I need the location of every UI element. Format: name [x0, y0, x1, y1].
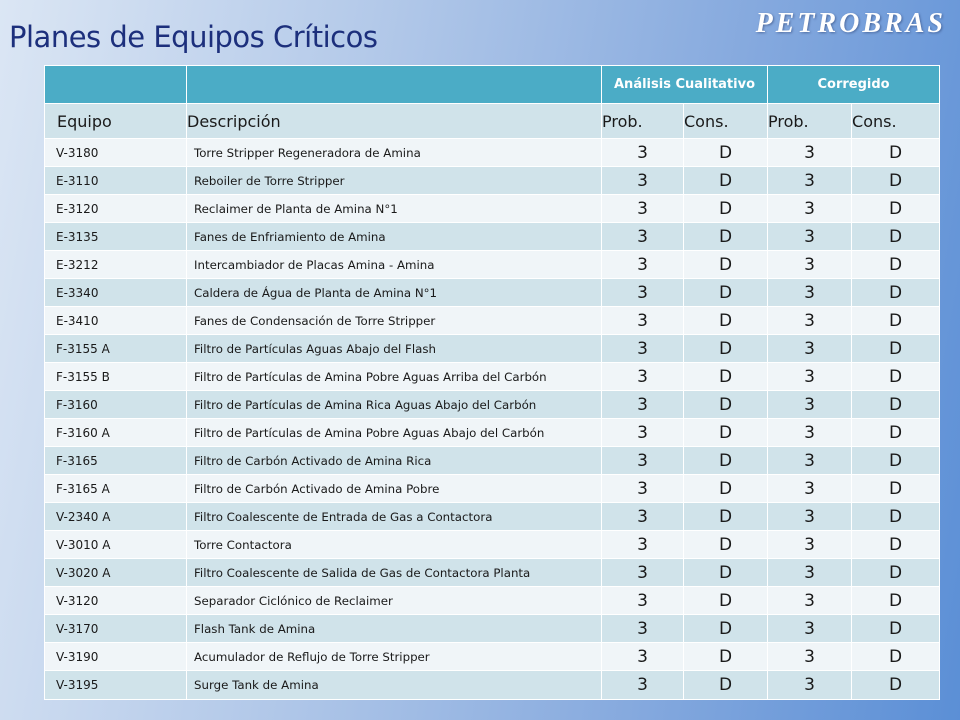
equipo-cell: V-2340 A: [45, 503, 187, 531]
prob-corregido-cell: 3: [768, 475, 852, 503]
equipo-cell: V-3120: [45, 587, 187, 615]
table-row: [45, 391, 940, 419]
cons-cell: D: [684, 223, 768, 251]
cons-cell: D: [684, 559, 768, 587]
descripcion-cell: Filtro de Partículas Aguas Abajo del Flash: [187, 335, 602, 363]
descripcion-cell: Filtro Coalescente de Entrada de Gas a Contactora: [187, 503, 602, 531]
prob-cell: 3: [602, 167, 684, 195]
table-row: [45, 475, 940, 503]
table-row: [45, 559, 940, 587]
group-header-blank-1: [45, 66, 187, 104]
cons-cell: D: [684, 503, 768, 531]
cons-corregido-cell: D: [852, 195, 940, 223]
prob-corregido-cell: 3: [768, 195, 852, 223]
table-row: [45, 279, 940, 307]
cons-corregido-cell: D: [852, 167, 940, 195]
prob-corregido-cell: 3: [768, 671, 852, 700]
table-row: [45, 195, 940, 223]
equipo-cell: F-3165: [45, 447, 187, 475]
cons-corregido-cell: D: [852, 307, 940, 335]
descripcion-cell: Acumulador de Reflujo de Torre Stripper: [187, 643, 602, 671]
cons-cell: D: [684, 391, 768, 419]
prob-cell: 3: [602, 671, 684, 700]
equipo-cell: F-3160: [45, 391, 187, 419]
table-row: [45, 671, 940, 700]
prob-corregido-cell: 3: [768, 391, 852, 419]
equipo-cell: V-3195: [45, 671, 187, 700]
equipo-cell: F-3155 A: [45, 335, 187, 363]
prob-cell: 3: [602, 643, 684, 671]
group-header-analisis-cualitativo: Análisis Cualitativo: [602, 66, 768, 104]
table-row: [45, 447, 940, 475]
table-row: [45, 643, 940, 671]
prob-corregido-cell: 3: [768, 559, 852, 587]
equipo-cell: E-3410: [45, 307, 187, 335]
prob-cell: 3: [602, 195, 684, 223]
prob-cell: 3: [602, 391, 684, 419]
cons-corregido-cell: D: [852, 643, 940, 671]
cons-corregido-cell: D: [852, 335, 940, 363]
cons-corregido-cell: D: [852, 447, 940, 475]
cons-cell: D: [684, 419, 768, 447]
table-body: [45, 139, 940, 700]
table-row: [45, 223, 940, 251]
cons-cell: D: [684, 167, 768, 195]
descripcion-cell: Separador Ciclónico de Reclaimer: [187, 587, 602, 615]
descripcion-cell: Reclaimer de Planta de Amina N°1: [187, 195, 602, 223]
descripcion-cell: Filtro de Carbón Activado de Amina Pobre: [187, 475, 602, 503]
prob-corregido-cell: 3: [768, 503, 852, 531]
prob-cell: 3: [602, 335, 684, 363]
column-header-cons-corregido: Cons.: [852, 104, 940, 139]
descripcion-cell: Filtro Coalescente de Salida de Gas de Contactora Planta: [187, 559, 602, 587]
table-row: [45, 503, 940, 531]
descripcion-cell: Torre Contactora: [187, 531, 602, 559]
prob-corregido-cell: 3: [768, 307, 852, 335]
column-header-row: [45, 104, 940, 139]
page-title: Planes de Equipos Críticos: [9, 20, 378, 54]
equipo-cell: V-3190: [45, 643, 187, 671]
cons-corregido-cell: D: [852, 419, 940, 447]
table-row: [45, 363, 940, 391]
cons-corregido-cell: D: [852, 139, 940, 167]
descripcion-cell: Surge Tank de Amina: [187, 671, 602, 700]
cons-cell: D: [684, 615, 768, 643]
cons-corregido-cell: D: [852, 587, 940, 615]
column-header-descripcion: Descripción: [187, 104, 602, 139]
column-header-prob: Prob.: [602, 104, 684, 139]
equipo-cell: V-3010 A: [45, 531, 187, 559]
descripcion-cell: Flash Tank de Amina: [187, 615, 602, 643]
descripcion-cell: Filtro de Carbón Activado de Amina Rica: [187, 447, 602, 475]
prob-cell: 3: [602, 251, 684, 279]
prob-cell: 3: [602, 559, 684, 587]
cons-cell: D: [684, 363, 768, 391]
cons-corregido-cell: D: [852, 251, 940, 279]
cons-corregido-cell: D: [852, 279, 940, 307]
cons-corregido-cell: D: [852, 503, 940, 531]
cons-cell: D: [684, 671, 768, 700]
critical-equipment-table: [44, 65, 940, 700]
descripcion-cell: Filtro de Partículas de Amina Pobre Aguas Abajo del Carbón: [187, 419, 602, 447]
prob-cell: 3: [602, 419, 684, 447]
prob-corregido-cell: 3: [768, 251, 852, 279]
prob-corregido-cell: 3: [768, 167, 852, 195]
prob-cell: 3: [602, 531, 684, 559]
descripcion-cell: Fanes de Enfriamiento de Amina: [187, 223, 602, 251]
equipo-cell: F-3160 A: [45, 419, 187, 447]
table-row: [45, 615, 940, 643]
prob-cell: 3: [602, 447, 684, 475]
group-header-blank-2: [187, 66, 602, 104]
table-row: [45, 531, 940, 559]
table-row: [45, 419, 940, 447]
equipo-cell: E-3212: [45, 251, 187, 279]
cons-corregido-cell: D: [852, 223, 940, 251]
cons-corregido-cell: D: [852, 559, 940, 587]
prob-corregido-cell: 3: [768, 223, 852, 251]
cons-cell: D: [684, 335, 768, 363]
prob-cell: 3: [602, 587, 684, 615]
equipo-cell: E-3120: [45, 195, 187, 223]
equipo-cell: F-3165 A: [45, 475, 187, 503]
cons-cell: D: [684, 531, 768, 559]
cons-cell: D: [684, 139, 768, 167]
cons-corregido-cell: D: [852, 531, 940, 559]
prob-cell: 3: [602, 503, 684, 531]
table-row: [45, 139, 940, 167]
prob-corregido-cell: 3: [768, 531, 852, 559]
descripcion-cell: Torre Stripper Regeneradora de Amina: [187, 139, 602, 167]
column-header-equipo: Equipo: [45, 104, 187, 139]
prob-cell: 3: [602, 279, 684, 307]
column-header-prob-corregido: Prob.: [768, 104, 852, 139]
equipo-cell: V-3170: [45, 615, 187, 643]
cons-cell: D: [684, 279, 768, 307]
prob-cell: 3: [602, 475, 684, 503]
cons-cell: D: [684, 643, 768, 671]
equipo-cell: E-3110: [45, 167, 187, 195]
column-header-cons: Cons.: [684, 104, 768, 139]
group-header-corregido: Corregido: [768, 66, 940, 104]
descripcion-cell: Fanes de Condensación de Torre Stripper: [187, 307, 602, 335]
cons-corregido-cell: D: [852, 671, 940, 700]
prob-corregido-cell: 3: [768, 447, 852, 475]
prob-cell: 3: [602, 615, 684, 643]
prob-cell: 3: [602, 307, 684, 335]
cons-cell: D: [684, 587, 768, 615]
equipo-cell: F-3155 B: [45, 363, 187, 391]
cons-cell: D: [684, 251, 768, 279]
table-row: [45, 251, 940, 279]
group-header-row: [45, 66, 940, 104]
cons-cell: D: [684, 447, 768, 475]
descripcion-cell: Intercambiador de Placas Amina - Amina: [187, 251, 602, 279]
cons-corregido-cell: D: [852, 363, 940, 391]
prob-corregido-cell: 3: [768, 643, 852, 671]
prob-corregido-cell: 3: [768, 419, 852, 447]
cons-corregido-cell: D: [852, 391, 940, 419]
table-row: [45, 167, 940, 195]
equipo-cell: E-3340: [45, 279, 187, 307]
prob-cell: 3: [602, 223, 684, 251]
table-row: [45, 587, 940, 615]
prob-corregido-cell: 3: [768, 587, 852, 615]
equipo-cell: V-3180: [45, 139, 187, 167]
prob-cell: 3: [602, 363, 684, 391]
table-row: [45, 335, 940, 363]
prob-cell: 3: [602, 139, 684, 167]
cons-cell: D: [684, 475, 768, 503]
descripcion-cell: Filtro de Partículas de Amina Rica Aguas Abajo del Carbón: [187, 391, 602, 419]
cons-corregido-cell: D: [852, 475, 940, 503]
prob-corregido-cell: 3: [768, 279, 852, 307]
descripcion-cell: Filtro de Partículas de Amina Pobre Aguas Arriba del Carbón: [187, 363, 602, 391]
prob-corregido-cell: 3: [768, 615, 852, 643]
cons-cell: D: [684, 195, 768, 223]
cons-cell: D: [684, 307, 768, 335]
equipo-cell: E-3135: [45, 223, 187, 251]
cons-corregido-cell: D: [852, 615, 940, 643]
descripcion-cell: Caldera de Água de Planta de Amina N°1: [187, 279, 602, 307]
table-row: [45, 307, 940, 335]
descripcion-cell: Reboiler de Torre Stripper: [187, 167, 602, 195]
prob-corregido-cell: 3: [768, 335, 852, 363]
prob-corregido-cell: 3: [768, 139, 852, 167]
equipo-cell: V-3020 A: [45, 559, 187, 587]
brand-logo: PETROBRAS: [755, 8, 946, 39]
prob-corregido-cell: 3: [768, 363, 852, 391]
